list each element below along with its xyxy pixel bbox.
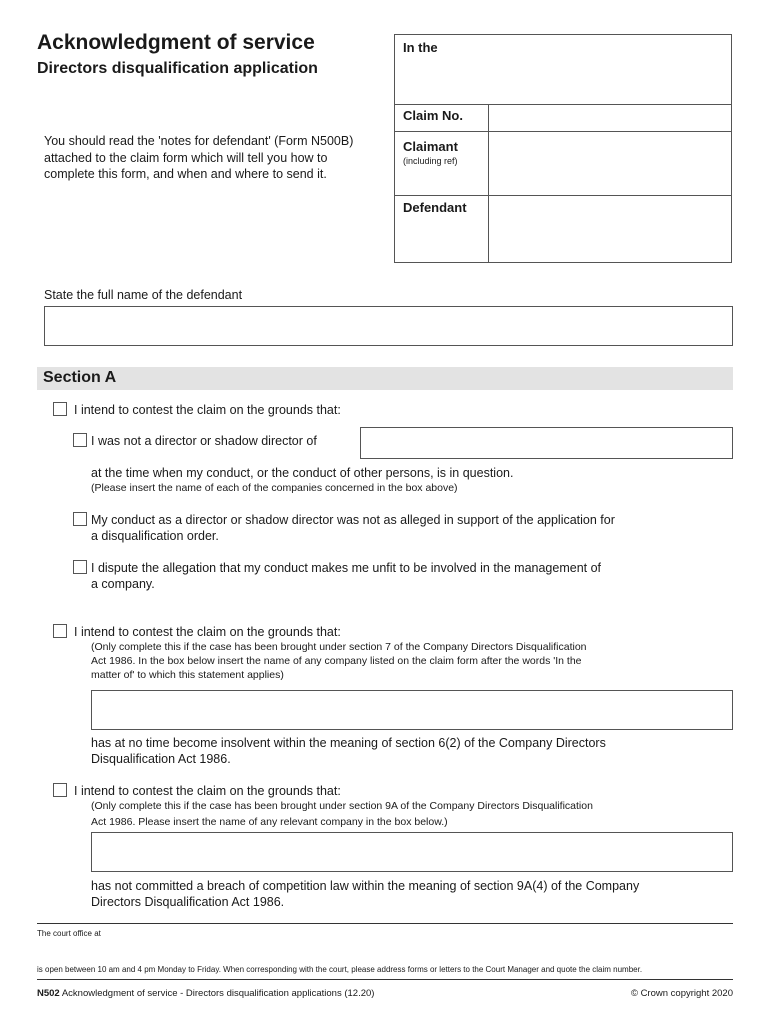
contest-option-3-note-1: (Only complete this if the case has been brought under section 9A of the Company Directors Disqualification — [91, 800, 593, 812]
intro-text: You should read the 'notes for defendant' (Form N500B) attached to the claim form which will tell you how to complete this form, and when and where to send it. — [44, 134, 354, 181]
competition-company-input[interactable] — [91, 832, 733, 872]
copyright-text: © Crown copyright 2020 — [630, 988, 733, 999]
contest-option-1-label: I intend to contest the claim on the grounds that: — [74, 403, 341, 417]
defendant-name-label: State the full name of the defendant — [44, 288, 243, 302]
contest-option-3-after-2: Directors Disqualification Act 1986. — [91, 895, 285, 909]
form-code: N502 — [37, 988, 60, 999]
contest-option-1-checkbox[interactable] — [53, 402, 67, 416]
claimant-label: Claimant (including ref) — [403, 139, 458, 166]
contest-option-3-checkbox[interactable] — [53, 783, 67, 797]
court-details-box — [394, 34, 732, 263]
defendant-field[interactable] — [489, 196, 729, 262]
conduct-not-as-alleged-line2: a disqualification order. — [91, 529, 219, 543]
contest-option-3-label: I intend to contest the claim on the grounds that: — [74, 784, 341, 798]
court-office-text: The court office at — [37, 929, 101, 938]
contest-option-2-checkbox[interactable] — [53, 624, 67, 638]
claim-no-field[interactable] — [489, 105, 729, 130]
not-director-checkbox[interactable] — [73, 433, 87, 447]
in-the-label: In the — [403, 40, 438, 55]
contest-option-2-note-2: Act 1986. In the box below insert the name of any company listed on the claim form after the words 'In the — [91, 655, 582, 667]
form-subtitle: Directors disqualification application — [37, 60, 318, 77]
dispute-unfit-line1: I dispute the allegation that my conduct makes me unfit to be involved in the management of — [91, 561, 602, 575]
contest-option-2-note-1: (Only complete this if the case has been brought under section 7 of the Company Directors Disqualification — [91, 641, 587, 653]
form-name: Acknowledgment of service - Directors disqualification applications (12.20) — [61, 988, 375, 999]
not-director-companies-input[interactable] — [360, 427, 733, 459]
contest-option-3-note-2: Act 1986. Please insert the name of any relevant company in the box below.) — [91, 816, 448, 828]
dispute-unfit-line2: a company. — [91, 577, 155, 591]
form-title: Acknowledgment of service — [37, 31, 315, 54]
not-director-note: (Please insert the name of each of the companies concerned in the box above) — [91, 482, 458, 494]
footer-divider-top — [37, 923, 733, 924]
contest-option-2-label: I intend to contest the claim on the grounds that: — [74, 625, 341, 639]
not-director-label: I was not a director or shadow director of — [91, 434, 317, 448]
defendant-label: Defendant — [403, 200, 467, 215]
section-a-title: Section A — [43, 369, 117, 386]
conduct-not-as-alleged-checkbox[interactable] — [73, 512, 87, 526]
insolvency-company-input[interactable] — [91, 690, 733, 730]
dispute-unfit-checkbox[interactable] — [73, 560, 87, 574]
not-director-after-text: at the time when my conduct, or the conduct of other persons, is in question. — [91, 466, 514, 480]
contest-option-2-note-3: matter of' to which this statement applies) — [91, 669, 284, 681]
claimant-note: (including ref) — [403, 156, 458, 166]
conduct-not-as-alleged-line1: My conduct as a director or shadow director was not as alleged in support of the application for — [91, 513, 615, 527]
footer-divider-bottom — [37, 979, 733, 980]
court-hours-text: is open between 10 am and 4 pm Monday to Friday. When corresponding with the court, please address forms or letters to the Court Manager and quote the claim number. — [37, 965, 643, 974]
form-reference — [37, 988, 374, 999]
defendant-name-input[interactable] — [44, 306, 733, 346]
claim-no-label: Claim No. — [403, 108, 463, 123]
contest-option-2-after-2: Disqualification Act 1986. — [91, 752, 231, 766]
court-name-field[interactable] — [489, 40, 729, 100]
section-a-header — [37, 367, 733, 390]
claimant-field[interactable] — [489, 132, 729, 194]
contest-option-2-after-1: has at no time become insolvent within the meaning of section 6(2) of the Company Directors — [91, 736, 606, 750]
contest-option-3-after-1: has not committed a breach of competition law within the meaning of section 9A(4) of the Company — [91, 879, 640, 893]
